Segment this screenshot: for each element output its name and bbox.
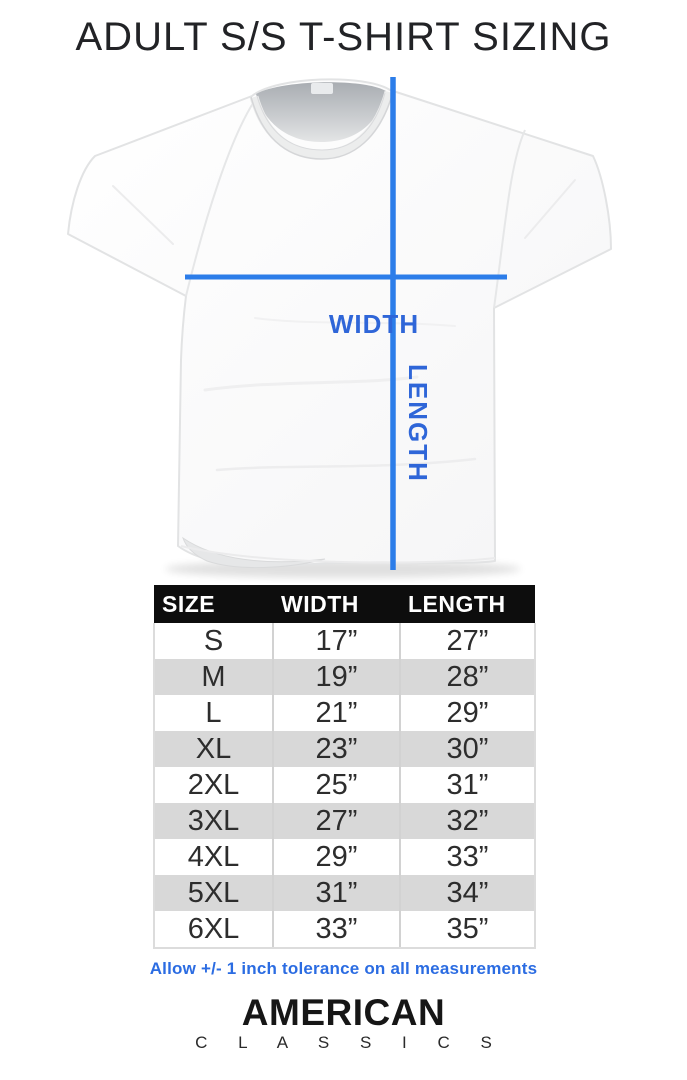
length-cell: 33” — [400, 839, 535, 875]
width-cell: 23” — [273, 731, 400, 767]
length-cell: 32” — [400, 803, 535, 839]
length-measure-label: LENGTH — [403, 364, 433, 483]
size-row — [154, 803, 535, 839]
size-row — [154, 623, 535, 659]
size-row — [154, 731, 535, 767]
size-cell: 5XL — [154, 875, 273, 911]
width-cell: 17” — [273, 623, 400, 659]
tolerance-note: Allow +/- 1 inch tolerance on all measurements — [149, 959, 538, 978]
size-cell: M — [154, 659, 273, 695]
length-cell: 31” — [400, 767, 535, 803]
brand-subname: C L A S S I C S — [195, 1033, 505, 1052]
size-row — [154, 767, 535, 803]
tshirt-diagram — [55, 68, 630, 583]
brand-logo — [0, 994, 687, 1051]
size-row — [154, 875, 535, 911]
brand-name: AMERICAN — [241, 992, 446, 1033]
width-cell: 19” — [273, 659, 400, 695]
header-width: WIDTH — [273, 585, 400, 623]
size-row — [154, 839, 535, 875]
size-row — [154, 695, 535, 731]
length-cell: 27” — [400, 623, 535, 659]
size-row — [154, 911, 535, 948]
size-cell: 3XL — [154, 803, 273, 839]
width-cell: 29” — [273, 839, 400, 875]
size-cell: L — [154, 695, 273, 731]
width-cell: 27” — [273, 803, 400, 839]
size-cell: S — [154, 623, 273, 659]
size-row — [154, 659, 535, 695]
size-cell: 2XL — [154, 767, 273, 803]
header-length: LENGTH — [400, 585, 535, 623]
width-cell: 33” — [273, 911, 400, 948]
width-measure-label: WIDTH — [328, 309, 420, 339]
width-cell: 21” — [273, 695, 400, 731]
size-cell: XL — [154, 731, 273, 767]
header-size: SIZE — [154, 585, 273, 623]
page-title: ADULT S/S T-SHIRT SIZING — [75, 15, 612, 59]
size-table-header-row — [154, 585, 535, 623]
size-cell: 4XL — [154, 839, 273, 875]
width-cell: 31” — [273, 875, 400, 911]
length-cell: 30” — [400, 731, 535, 767]
length-cell: 35” — [400, 911, 535, 948]
length-cell: 28” — [400, 659, 535, 695]
collar-tag — [311, 83, 333, 94]
size-cell: 6XL — [154, 911, 273, 948]
length-cell: 34” — [400, 875, 535, 911]
size-table — [153, 585, 536, 949]
length-cell: 29” — [400, 695, 535, 731]
width-cell: 25” — [273, 767, 400, 803]
